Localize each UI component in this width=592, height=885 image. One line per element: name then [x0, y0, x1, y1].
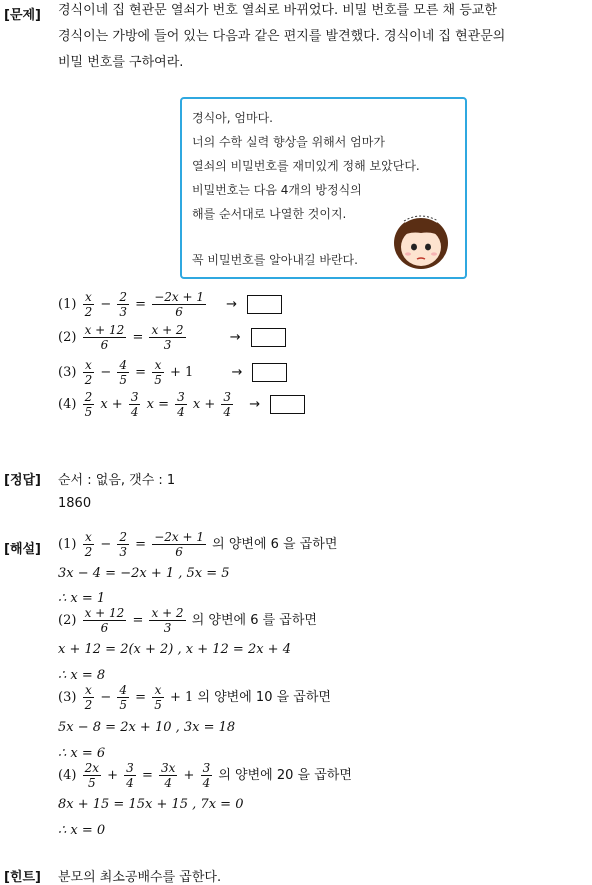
letter-line: 비밀번호는 다음 4개의 방정식의: [192, 183, 362, 197]
solution-2-result: ∴ x = 8: [58, 668, 106, 683]
problem-label: [문제]: [4, 8, 41, 23]
problem-line: 비밀 번호를 구하여라.: [58, 55, 184, 70]
solution-2-step: x + 12 = 2(x + 2) , x + 12 = 2x + 4: [58, 642, 291, 657]
solution-4-equation: (4) $\frac{2x}{5}$ + $\frac{3}{4}$ = $\frac{3x}{4}$ + $\frac{3}{4}$ 의 양변에 20 을 곱하면: [58, 761, 352, 790]
answer-line-1: 순서 : 없음, 갯수 : 1: [58, 473, 176, 488]
letter-line: 너의 수학 실력 향상을 위해서 엄마가: [192, 135, 385, 149]
solution-3-step: 5x − 8 = 2x + 10 , 3x = 18: [58, 720, 236, 735]
hint-text: 분모의 최소공배수를 곱한다.: [58, 870, 222, 885]
answer-box-1[interactable]: [247, 295, 282, 314]
solution-1-result: ∴ x = 1: [58, 591, 106, 606]
hint-label: [힌트]: [4, 870, 41, 885]
letter-line: 꼭 비밀번호를 알아내길 바란다.: [192, 253, 358, 267]
problem-line: 경식이네 집 현관문 열쇠가 번호 열쇠로 바뀌었다. 비밀 번호를 모른 채 등교한: [58, 3, 497, 18]
answer-box-2[interactable]: [251, 328, 286, 347]
answer-line-2: 1860: [58, 496, 92, 511]
equation-4: (4) $\frac{2}{5}$ x + $\frac{3}{4}$ x = $\frac{3}{4}$ x + $\frac{3}{4}$ →: [58, 390, 305, 419]
letter-line: 열쇠의 비밀번호를 재미있게 정해 보았단다.: [192, 159, 420, 173]
solution-label: [해설]: [4, 542, 41, 557]
equation-1: (1) $\frac{x}{2}$ − $\frac{2}{3}$ = $\frac{-2x + 1}{6}$ →: [58, 290, 282, 319]
solution-1-step: 3x − 4 = −2x + 1 , 5x = 5: [58, 566, 230, 581]
equation-3: (3) $\frac{x}{2}$ − $\frac{4}{5}$ = $\frac{x}{5}$ + 1 →: [58, 358, 287, 387]
letter-box: [180, 97, 467, 279]
answer-label: [정답]: [4, 473, 41, 488]
answer-box-3[interactable]: [252, 363, 287, 382]
girl-face-icon: [390, 209, 452, 271]
equation-2: (2) $\frac{x + 12}{6}$ = $\frac{x + 2}{3}$ →: [58, 323, 286, 352]
solution-1-equation: (1) $\frac{x}{2}$ − $\frac{2}{3}$ = $\frac{-2x + 1}{6}$ 의 양변에 6 을 곱하면: [58, 530, 338, 559]
problem-line: 경식이는 가방에 들어 있는 다음과 같은 편지를 발견했다. 경식이네 집 현관문의: [58, 29, 506, 44]
solution-2-equation: (2) $\frac{x + 12}{6}$ = $\frac{x + 2}{3}$ 의 양변에 6 를 곱하면: [58, 606, 317, 635]
solution-3-result: ∴ x = 6: [58, 746, 106, 761]
letter-line: 해를 순서대로 나열한 것이지.: [192, 207, 347, 221]
solution-3-equation: (3) $\frac{x}{2}$ − $\frac{4}{5}$ = $\frac{x}{5}$ + 1 의 양변에 10 을 곱하면: [58, 683, 331, 712]
solution-4-step: 8x + 15 = 15x + 15 , 7x = 0: [58, 797, 244, 812]
problem-text: [58, 0, 505, 76]
answer-box-4[interactable]: [270, 395, 305, 414]
letter-line: 경식아, 엄마다.: [192, 111, 273, 125]
solution-4-result: ∴ x = 0: [58, 823, 106, 838]
